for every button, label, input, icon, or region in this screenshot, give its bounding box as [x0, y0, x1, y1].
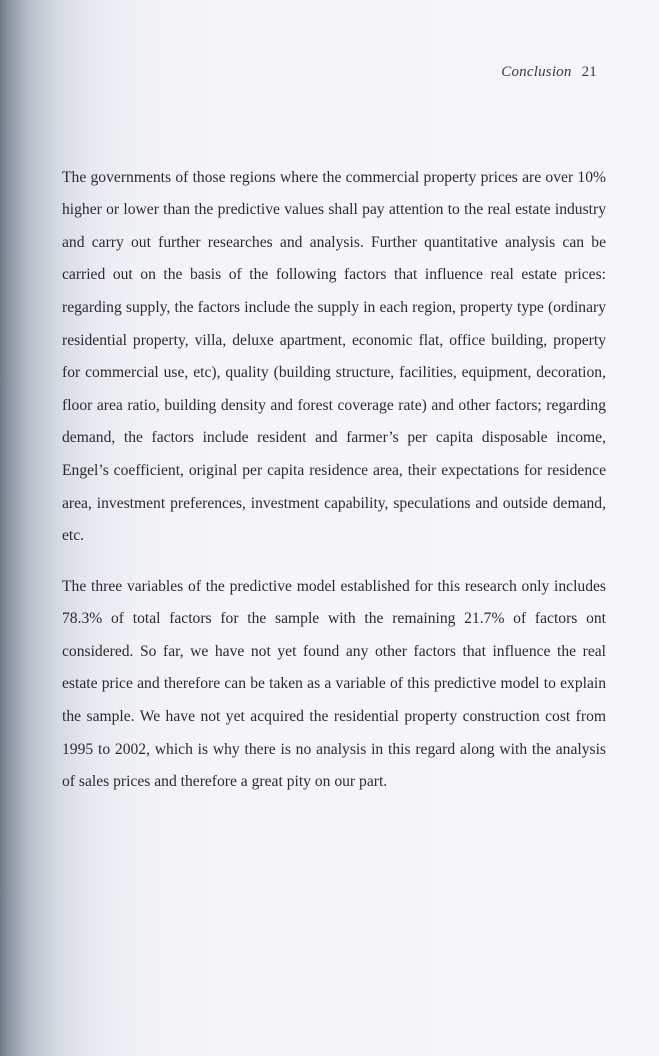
paragraph-further-analysis: The governments of those regions where the commercial property prices are over 10% higher or lower than the predictive values shall pay attention to the real estate industry and carry out further researches and analysis. Further quantitative analysis can be carried out on the basis of the following factors that influence real estate prices: regarding supply, the factors include the supply in each region, property type (ordinary residential property, villa, deluxe apartment, economic flat, office building, property for commercial use, etc), quality (building structure, facilities, equipment, decoration, floor area ratio, building density and forest coverage rate) and other factors; regarding demand, the factors include resident and farmer’s per capita disposable income, Engel’s coefficient, original per capita residence area, their expectations for residence area, investment preferences, investment capability, speculations and outside demand, etc. — [62, 168, 606, 545]
page-number: 21 — [581, 64, 597, 80]
running-header — [501, 64, 597, 81]
paragraph-model-limitations: The three variables of the predictive model established for this research only includes 78.3% of total factors for the sample with the remaining 21.7% of factors ont considered. So far, we have not yet found any other factors that influence the real estate price and therefore can be taken as a variable of this predictive model to explain the sample. We have not yet acquired the residential property construction cost from 1995 to 2002, which is why there is no analysis in this regard along with the analysis of sales prices and therefore a great pity on our part. — [62, 577, 606, 791]
section-title: Conclusion — [501, 64, 572, 80]
